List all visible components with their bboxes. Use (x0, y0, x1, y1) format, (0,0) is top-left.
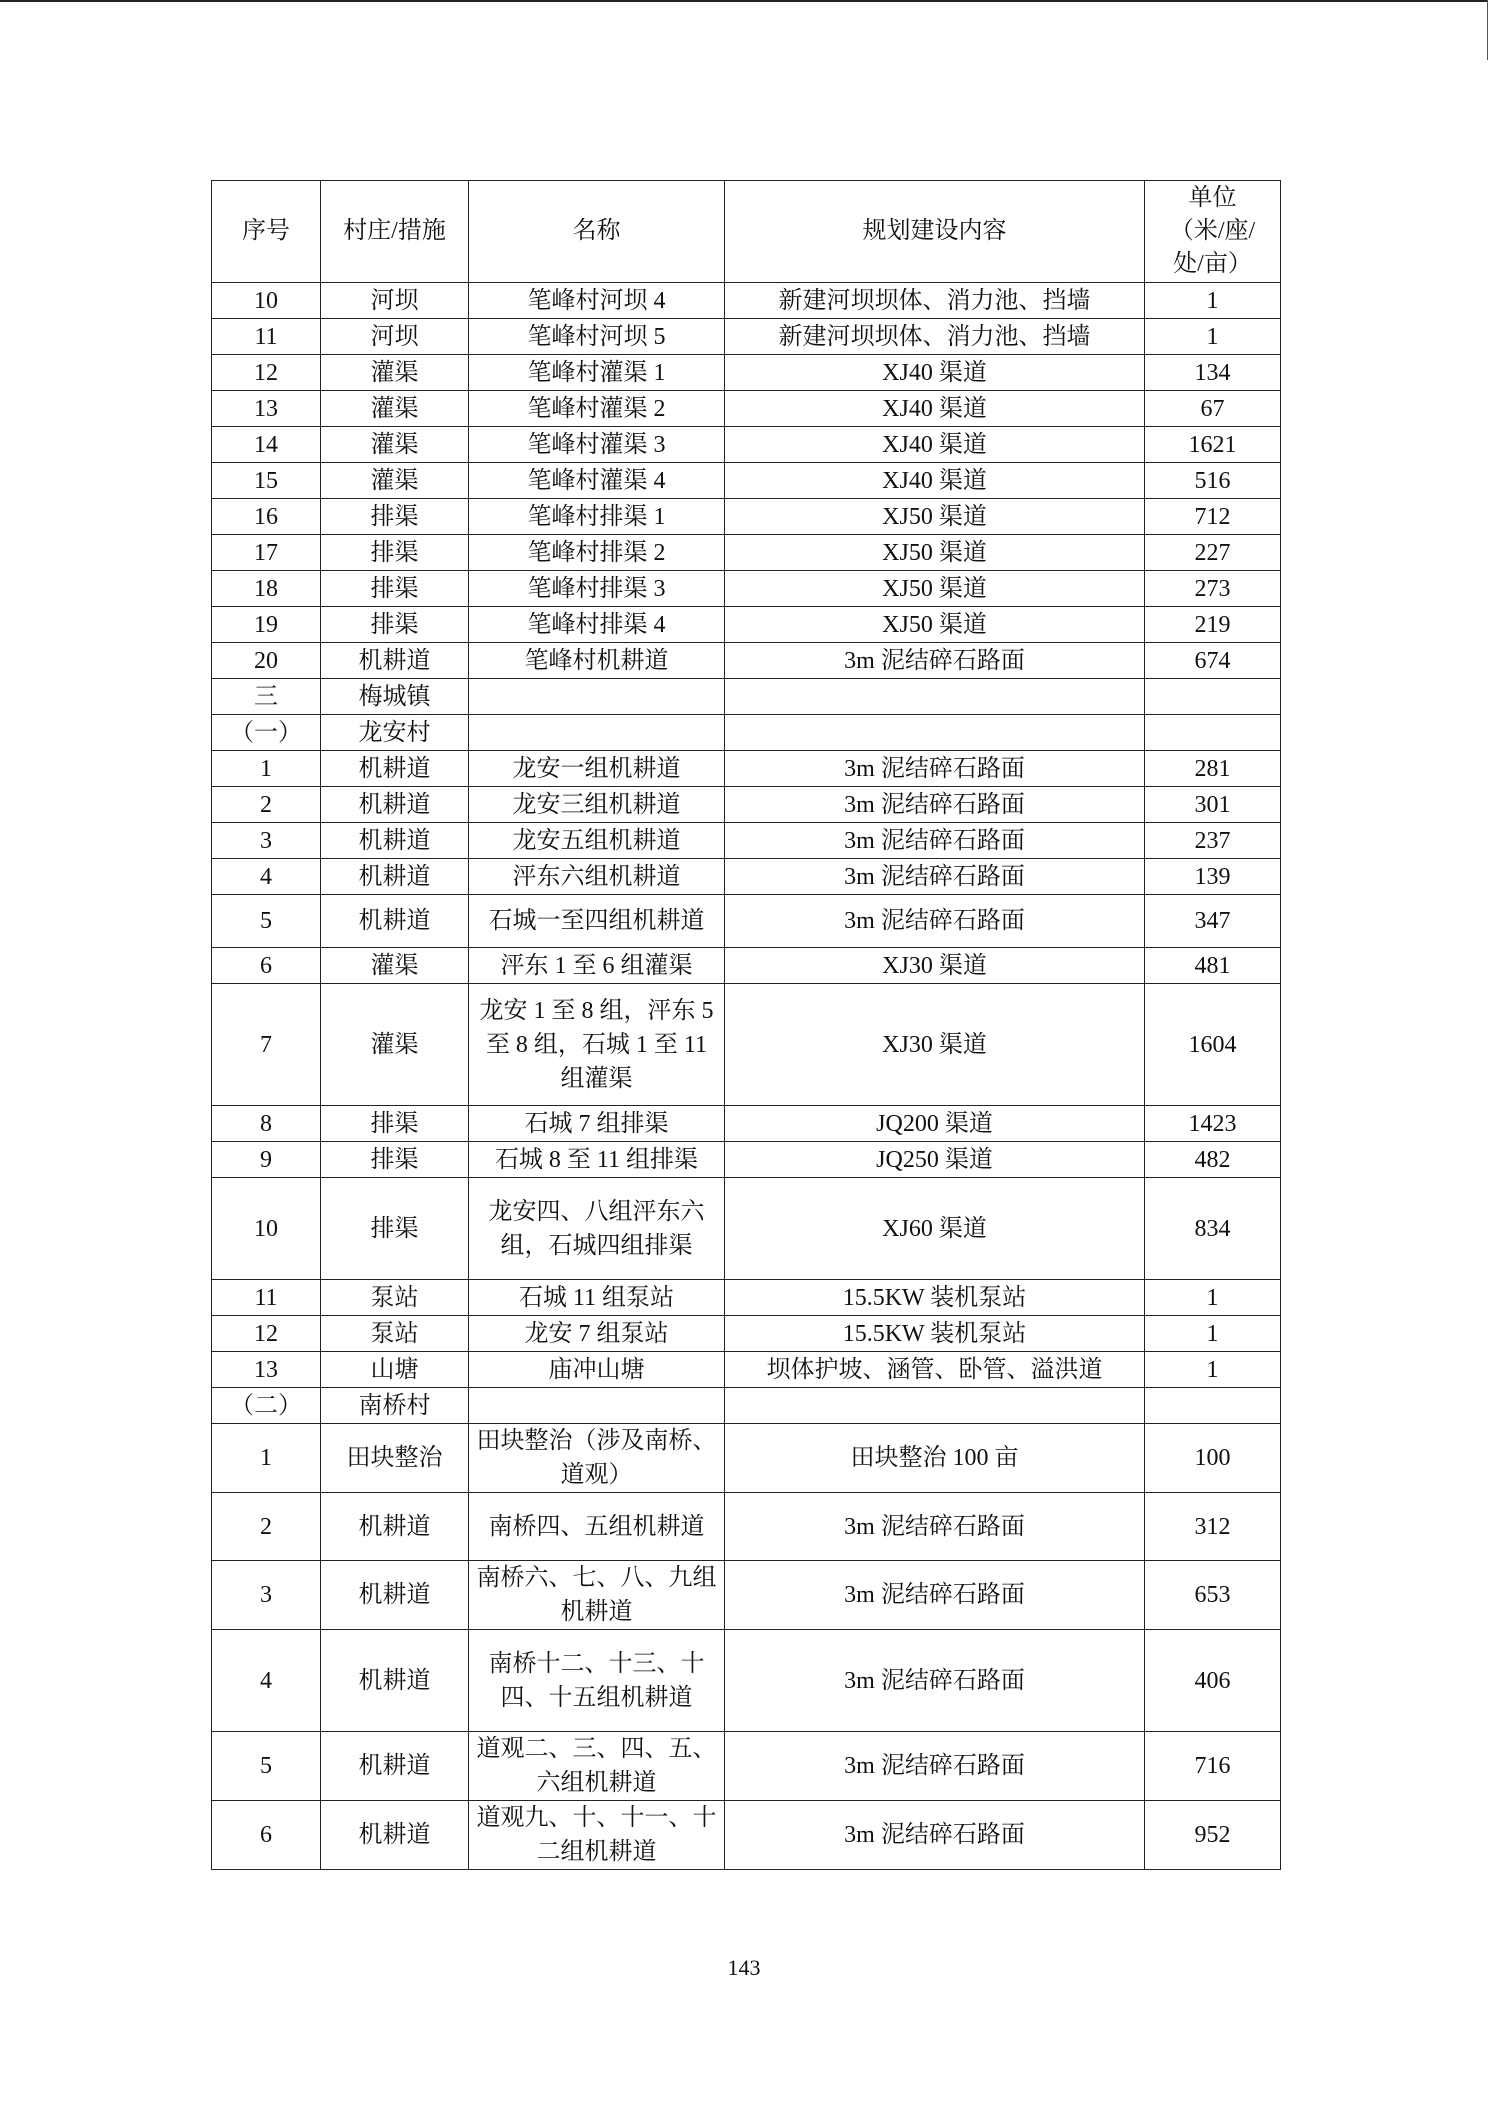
cell-quantity: 312 (1145, 1493, 1281, 1561)
table-row (212, 319, 1281, 355)
table-row (212, 571, 1281, 607)
cell-village-measure: 泵站 (321, 1280, 469, 1316)
table-row (212, 859, 1281, 895)
cell-serial: 15 (212, 463, 321, 499)
table-row (212, 895, 1281, 948)
cell-serial: （一） (212, 715, 321, 751)
cell-serial: 14 (212, 427, 321, 463)
cell-village-measure: 机耕道 (321, 859, 469, 895)
cell-quantity: 1 (1145, 1316, 1281, 1352)
cell-village-measure: 灌渠 (321, 391, 469, 427)
cell-name: 笔峰村河坝 5 (469, 319, 725, 355)
planning-table (211, 180, 1281, 1870)
cell-name: 泙东六组机耕道 (469, 859, 725, 895)
cell-village-measure: 灌渠 (321, 463, 469, 499)
header-content: 规划建设内容 (725, 181, 1145, 283)
cell-name (469, 715, 725, 751)
table-row (212, 1352, 1281, 1388)
page-number: 143 (727, 1955, 761, 1980)
cell-name: 南桥四、五组机耕道 (469, 1493, 725, 1561)
table-row (212, 391, 1281, 427)
cell-village-measure: 田块整治 (321, 1424, 469, 1493)
cell-village-measure: 机耕道 (321, 895, 469, 948)
cell-content: XJ40 渠道 (725, 355, 1145, 391)
cell-content: XJ30 渠道 (725, 948, 1145, 984)
cell-village-measure: 灌渠 (321, 355, 469, 391)
cell-quantity (1145, 1388, 1281, 1424)
table-row (212, 1106, 1281, 1142)
table-row (212, 1142, 1281, 1178)
cell-serial: 12 (212, 355, 321, 391)
cell-name: 笔峰村排渠 1 (469, 499, 725, 535)
cell-village-measure: 排渠 (321, 1142, 469, 1178)
cell-village-measure: 梅城镇 (321, 679, 469, 715)
cell-serial: 3 (212, 1561, 321, 1630)
cell-content: 3m 泥结碎石路面 (725, 643, 1145, 679)
cell-content: XJ40 渠道 (725, 427, 1145, 463)
cell-village-measure: 排渠 (321, 499, 469, 535)
cell-quantity: 227 (1145, 535, 1281, 571)
cell-quantity: 301 (1145, 787, 1281, 823)
cell-quantity: 716 (1145, 1732, 1281, 1801)
cell-quantity: 1 (1145, 1352, 1281, 1388)
cell-village-measure: 机耕道 (321, 787, 469, 823)
table-row (212, 463, 1281, 499)
cell-content: 3m 泥结碎石路面 (725, 1493, 1145, 1561)
cell-content: 新建河坝坝体、消力池、挡墙 (725, 283, 1145, 319)
cell-serial: 1 (212, 751, 321, 787)
cell-serial: 8 (212, 1106, 321, 1142)
cell-village-measure: 灌渠 (321, 948, 469, 984)
cell-content: 3m 泥结碎石路面 (725, 895, 1145, 948)
cell-content: XJ50 渠道 (725, 607, 1145, 643)
cell-name: 笔峰村河坝 4 (469, 283, 725, 319)
cell-serial: 7 (212, 984, 321, 1106)
cell-quantity (1145, 679, 1281, 715)
table-row (212, 679, 1281, 715)
table-row (212, 607, 1281, 643)
cell-serial: 4 (212, 1630, 321, 1732)
cell-name: 南桥六、七、八、九组机耕道 (469, 1561, 725, 1630)
cell-village-measure: 排渠 (321, 535, 469, 571)
cell-content: XJ50 渠道 (725, 571, 1145, 607)
cell-name: 笔峰村灌渠 2 (469, 391, 725, 427)
table-row (212, 1388, 1281, 1424)
cell-quantity: 281 (1145, 751, 1281, 787)
cell-serial: 18 (212, 571, 321, 607)
cell-name: 龙安四、八组泙东六组，石城四组排渠 (469, 1178, 725, 1280)
table-row (212, 283, 1281, 319)
cell-name: 龙安五组机耕道 (469, 823, 725, 859)
cell-village-measure: 泵站 (321, 1316, 469, 1352)
cell-quantity: 1 (1145, 319, 1281, 355)
cell-village-measure: 排渠 (321, 607, 469, 643)
cell-content: JQ200 渠道 (725, 1106, 1145, 1142)
cell-serial: （二） (212, 1388, 321, 1424)
table-row (212, 643, 1281, 679)
cell-quantity: 1 (1145, 283, 1281, 319)
cell-content: XJ50 渠道 (725, 535, 1145, 571)
table-row (212, 984, 1281, 1106)
cell-name: 石城 7 组排渠 (469, 1106, 725, 1142)
cell-village-measure: 机耕道 (321, 751, 469, 787)
cell-serial: 2 (212, 1493, 321, 1561)
cell-serial: 10 (212, 1178, 321, 1280)
cell-name: 笔峰村灌渠 1 (469, 355, 725, 391)
cell-content: 坝体护坡、涵管、卧管、溢洪道 (725, 1352, 1145, 1388)
cell-content: 3m 泥结碎石路面 (725, 1732, 1145, 1801)
table-row (212, 1424, 1281, 1493)
header-name: 名称 (469, 181, 725, 283)
table-row (212, 787, 1281, 823)
cell-name: 石城一至四组机耕道 (469, 895, 725, 948)
cell-name: 石城 11 组泵站 (469, 1280, 725, 1316)
table-row (212, 823, 1281, 859)
cell-content: XJ40 渠道 (725, 391, 1145, 427)
page-top-border (0, 0, 1488, 2)
cell-serial: 11 (212, 1280, 321, 1316)
cell-name: 笔峰村排渠 2 (469, 535, 725, 571)
cell-name: 笔峰村排渠 3 (469, 571, 725, 607)
cell-content: 15.5KW 装机泵站 (725, 1316, 1145, 1352)
cell-village-measure: 河坝 (321, 283, 469, 319)
table-row (212, 1493, 1281, 1561)
cell-content: 3m 泥结碎石路面 (725, 751, 1145, 787)
cell-quantity: 952 (1145, 1801, 1281, 1870)
table-row (212, 751, 1281, 787)
cell-content: 3m 泥结碎石路面 (725, 859, 1145, 895)
cell-content: JQ250 渠道 (725, 1142, 1145, 1178)
cell-village-measure: 南桥村 (321, 1388, 469, 1424)
cell-serial: 20 (212, 643, 321, 679)
cell-name: 泙东 1 至 6 组灌渠 (469, 948, 725, 984)
cell-content: 3m 泥结碎石路面 (725, 1801, 1145, 1870)
cell-village-measure: 机耕道 (321, 1493, 469, 1561)
cell-name (469, 679, 725, 715)
cell-serial: 9 (212, 1142, 321, 1178)
cell-village-measure: 排渠 (321, 571, 469, 607)
cell-village-measure: 排渠 (321, 1178, 469, 1280)
cell-serial: 6 (212, 948, 321, 984)
cell-serial: 17 (212, 535, 321, 571)
cell-village-measure: 河坝 (321, 319, 469, 355)
table-row (212, 948, 1281, 984)
cell-serial: 三 (212, 679, 321, 715)
cell-serial: 12 (212, 1316, 321, 1352)
table-row (212, 499, 1281, 535)
cell-name: 道观二、三、四、五、六组机耕道 (469, 1732, 725, 1801)
cell-village-measure: 山塘 (321, 1352, 469, 1388)
cell-quantity: 1 (1145, 1280, 1281, 1316)
cell-village-measure: 机耕道 (321, 1801, 469, 1870)
cell-quantity: 134 (1145, 355, 1281, 391)
cell-content: XJ50 渠道 (725, 499, 1145, 535)
cell-quantity: 100 (1145, 1424, 1281, 1493)
cell-name: 龙安 1 至 8 组，泙东 5 至 8 组，石城 1 至 11 组灌渠 (469, 984, 725, 1106)
table-row (212, 715, 1281, 751)
cell-serial: 13 (212, 1352, 321, 1388)
cell-quantity: 219 (1145, 607, 1281, 643)
cell-quantity: 834 (1145, 1178, 1281, 1280)
cell-content: 3m 泥结碎石路面 (725, 823, 1145, 859)
header-unit (1145, 181, 1281, 283)
cell-name: 笔峰村灌渠 3 (469, 427, 725, 463)
cell-name: 田块整治（涉及南桥、道观） (469, 1424, 725, 1493)
cell-serial: 19 (212, 607, 321, 643)
cell-village-measure: 龙安村 (321, 715, 469, 751)
cell-village-measure: 机耕道 (321, 1732, 469, 1801)
cell-serial: 2 (212, 787, 321, 823)
cell-name: 笔峰村灌渠 4 (469, 463, 725, 499)
cell-serial: 16 (212, 499, 321, 535)
cell-content: 新建河坝坝体、消力池、挡墙 (725, 319, 1145, 355)
cell-name: 龙安一组机耕道 (469, 751, 725, 787)
table-row (212, 1732, 1281, 1801)
cell-village-measure: 灌渠 (321, 984, 469, 1106)
table-row (212, 1178, 1281, 1280)
cell-content: 3m 泥结碎石路面 (725, 1561, 1145, 1630)
cell-name (469, 1388, 725, 1424)
cell-village-measure: 机耕道 (321, 1630, 469, 1732)
cell-content (725, 679, 1145, 715)
cell-serial: 6 (212, 1801, 321, 1870)
table-row (212, 1801, 1281, 1870)
cell-quantity: 712 (1145, 499, 1281, 535)
cell-name: 南桥十二、十三、十四、十五组机耕道 (469, 1630, 725, 1732)
cell-village-measure: 机耕道 (321, 823, 469, 859)
table-row (212, 1561, 1281, 1630)
cell-name: 道观九、十、十一、十二组机耕道 (469, 1801, 725, 1870)
cell-village-measure: 排渠 (321, 1106, 469, 1142)
cell-quantity: 653 (1145, 1561, 1281, 1630)
cell-name: 石城 8 至 11 组排渠 (469, 1142, 725, 1178)
cell-content: 3m 泥结碎石路面 (725, 1630, 1145, 1732)
cell-content: 田块整治 100 亩 (725, 1424, 1145, 1493)
cell-serial: 1 (212, 1424, 321, 1493)
cell-serial: 5 (212, 1732, 321, 1801)
cell-quantity: 1604 (1145, 984, 1281, 1106)
cell-serial: 4 (212, 859, 321, 895)
cell-quantity: 347 (1145, 895, 1281, 948)
header-unit-text: 单位（米/座/处/亩） (1169, 185, 1256, 277)
cell-quantity: 1621 (1145, 427, 1281, 463)
header-village-measure: 村庄/措施 (321, 181, 469, 283)
cell-quantity: 67 (1145, 391, 1281, 427)
cell-quantity (1145, 715, 1281, 751)
cell-serial: 3 (212, 823, 321, 859)
table-row (212, 1280, 1281, 1316)
cell-name: 龙安 7 组泵站 (469, 1316, 725, 1352)
cell-quantity: 406 (1145, 1630, 1281, 1732)
cell-quantity: 237 (1145, 823, 1281, 859)
cell-content: 3m 泥结碎石路面 (725, 787, 1145, 823)
table-row (212, 1630, 1281, 1732)
cell-quantity: 1423 (1145, 1106, 1281, 1142)
cell-serial: 5 (212, 895, 321, 948)
cell-quantity: 482 (1145, 1142, 1281, 1178)
cell-content (725, 1388, 1145, 1424)
cell-quantity: 273 (1145, 571, 1281, 607)
cell-name: 笔峰村排渠 4 (469, 607, 725, 643)
cell-quantity: 674 (1145, 643, 1281, 679)
cell-quantity: 516 (1145, 463, 1281, 499)
cell-quantity: 481 (1145, 948, 1281, 984)
cell-content: XJ40 渠道 (725, 463, 1145, 499)
cell-content: XJ30 渠道 (725, 984, 1145, 1106)
cell-content: XJ60 渠道 (725, 1178, 1145, 1280)
cell-village-measure: 灌渠 (321, 427, 469, 463)
cell-content (725, 715, 1145, 751)
cell-name: 龙安三组机耕道 (469, 787, 725, 823)
cell-quantity: 139 (1145, 859, 1281, 895)
table-row (212, 355, 1281, 391)
table-row (212, 1316, 1281, 1352)
cell-serial: 13 (212, 391, 321, 427)
cell-serial: 11 (212, 319, 321, 355)
cell-serial: 10 (212, 283, 321, 319)
cell-village-measure: 机耕道 (321, 643, 469, 679)
table-header-row (212, 181, 1281, 283)
cell-village-measure: 机耕道 (321, 1561, 469, 1630)
cell-content: 15.5KW 装机泵站 (725, 1280, 1145, 1316)
header-serial: 序号 (212, 181, 321, 283)
table-row (212, 535, 1281, 571)
cell-name: 庙冲山塘 (469, 1352, 725, 1388)
table-row (212, 427, 1281, 463)
cell-name: 笔峰村机耕道 (469, 643, 725, 679)
